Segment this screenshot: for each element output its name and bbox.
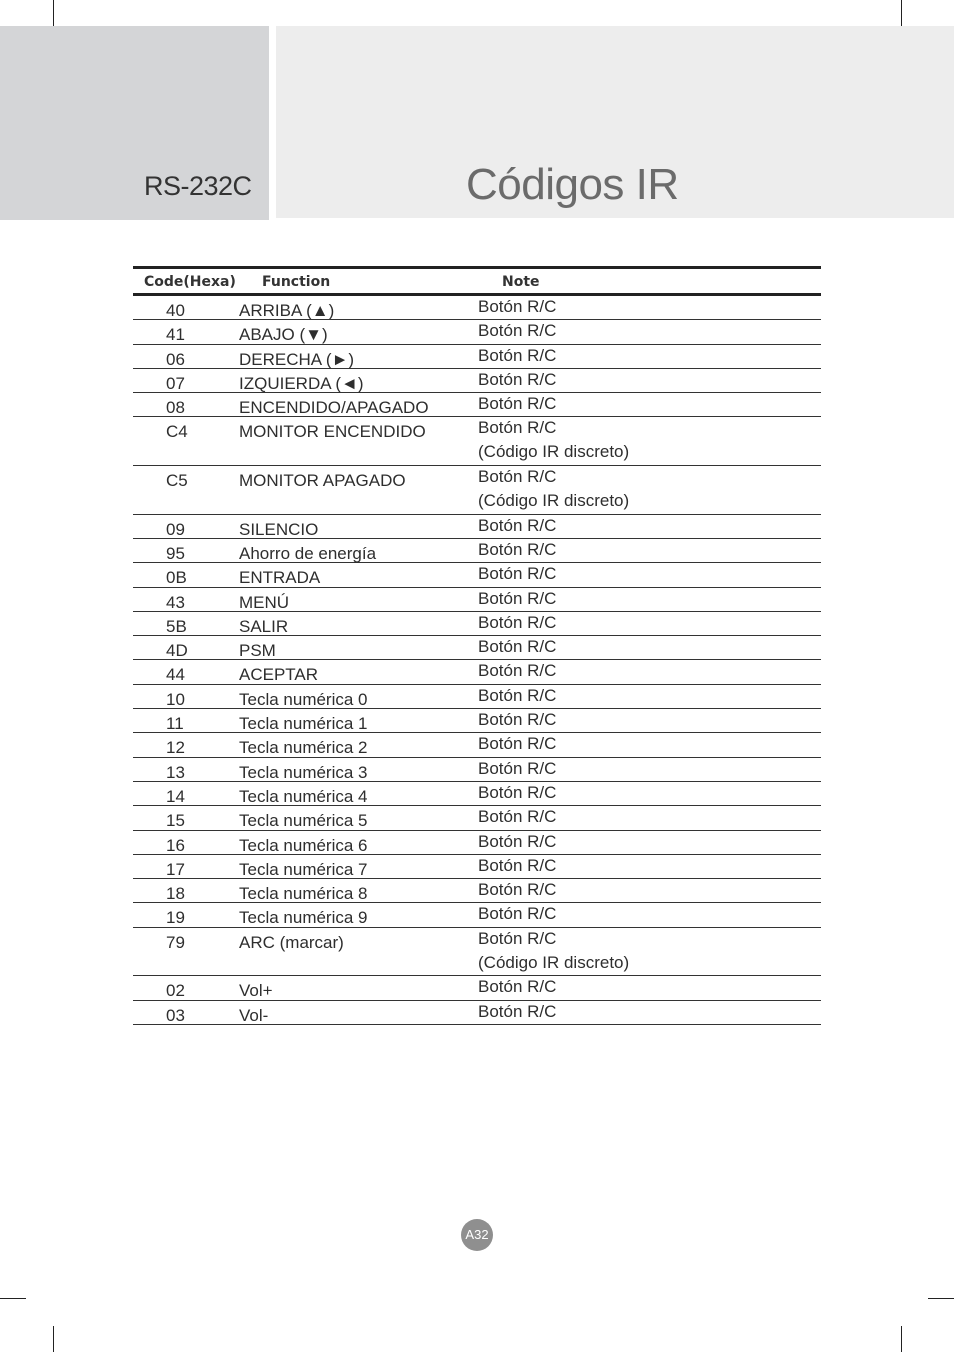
function-cell: DERECHA (►) [239,349,355,369]
code-cell: 06 [166,349,185,369]
note-cell: Botón R/C [478,539,557,559]
function-cell: IZQUIERDA (◄) [239,373,364,393]
note-cell: Botón R/C [478,977,557,997]
function-cell: Tecla numérica 4 [239,786,368,806]
table-row [133,733,821,757]
function-cell: Ahorro de energía [239,543,377,563]
code-cell: 0B [166,568,187,588]
table-row [133,855,821,879]
table-row [133,466,821,515]
note-cell: Botón R/C [478,831,557,851]
function-cell: SALIR [239,616,289,636]
function-cell: Vol- [239,1005,269,1025]
note-cell: Botón R/C [478,564,557,584]
note-cell: Botón R/C [478,904,557,924]
code-cell: C4 [166,422,188,442]
function-cell: Tecla numérica 2 [239,738,368,758]
note-cell: Botón R/C [478,758,557,778]
note-cell: Botón R/C [478,321,557,341]
table-header [133,269,821,296]
table-row [133,369,821,393]
note-cell: Botón R/C [478,418,557,438]
column-header-function: Function [262,274,331,290]
note-detail-cell: (Código IR discreto) [478,442,630,462]
table-row [133,417,821,466]
function-cell: Tecla numérica 9 [239,908,368,928]
note-cell: Botón R/C [478,710,557,730]
code-cell: 16 [166,835,185,855]
table-row [133,806,821,830]
function-cell: ABAJO (▼) [239,325,328,345]
note-cell: Botón R/C [478,369,557,389]
note-cell: Botón R/C [478,515,557,535]
function-cell: ENCENDIDO/APAGADO [239,398,429,418]
table-row [133,393,821,417]
table-row [133,588,821,612]
code-cell: 4D [166,641,188,661]
table-row [133,320,821,344]
note-detail-cell: (Código IR discreto) [478,952,630,972]
note-cell: Botón R/C [478,782,557,802]
note-cell: Botón R/C [478,394,557,414]
table-row [133,782,821,806]
crop-mark [0,1298,26,1299]
table-row [133,612,821,636]
code-cell: 03 [166,1005,185,1025]
code-cell: 12 [166,738,185,758]
code-cell: 07 [166,373,185,393]
table-row [133,636,821,660]
table-row [133,685,821,709]
code-cell: 17 [166,859,185,879]
code-cell: 40 [166,301,185,320]
table-row [133,831,821,855]
code-cell: 10 [166,689,185,709]
table-row [133,345,821,369]
note-cell: Botón R/C [478,467,557,487]
code-cell: 44 [166,665,185,685]
function-cell: MONITOR APAGADO [239,471,406,491]
note-cell: Botón R/C [478,345,557,365]
note-cell: Botón R/C [478,685,557,705]
code-cell: C5 [166,471,188,491]
function-cell: MONITOR ENCENDIDO [239,422,426,442]
ir-codes-table [133,266,821,1025]
table-row [133,928,821,977]
crop-mark [53,1326,54,1352]
code-cell: 08 [166,398,185,418]
note-cell: Botón R/C [478,297,557,316]
code-cell: 15 [166,811,185,831]
note-cell: Botón R/C [478,588,557,608]
column-header-note: Note [502,274,540,290]
column-header-code: Code(Hexa) [144,274,236,290]
table-row [133,515,821,539]
function-cell: Tecla numérica 6 [239,835,368,855]
note-cell: Botón R/C [478,880,557,900]
code-cell: 18 [166,884,185,904]
function-cell: ACEPTAR [239,665,319,685]
page-title: Códigos IR [466,160,679,209]
code-cell: 11 [166,714,184,734]
page-number-badge: A32 [461,1219,493,1251]
table-row [133,879,821,903]
code-cell: 19 [166,908,185,928]
note-cell: Botón R/C [478,807,557,827]
table-body [133,296,821,1025]
function-cell: PSM [239,641,276,661]
function-cell: ENTRADA [239,568,321,588]
function-cell: MENÚ [239,592,290,612]
note-cell: Botón R/C [478,637,557,657]
code-cell: 95 [166,543,185,563]
code-cell: 43 [166,592,185,612]
function-cell: ARC (marcar) [239,932,344,952]
crop-mark [53,0,54,26]
note-cell: Botón R/C [478,612,557,632]
code-cell: 09 [166,519,185,539]
function-cell: Tecla numérica 5 [239,811,368,831]
code-cell: 02 [166,981,185,1001]
note-detail-cell: (Código IR discreto) [478,491,630,511]
note-cell: Botón R/C [478,734,557,754]
table-row [133,539,821,563]
function-cell: SILENCIO [239,519,319,539]
function-cell: Vol+ [239,981,273,1001]
crop-mark [928,1298,954,1299]
table-row [133,976,821,1000]
table-row [133,1001,821,1025]
function-cell: Tecla numérica 3 [239,762,368,782]
table-row [133,660,821,684]
note-cell: Botón R/C [478,928,557,948]
table-row [133,563,821,587]
function-cell: Tecla numérica 8 [239,884,368,904]
table-row [133,709,821,733]
function-cell: ARRIBA (▲) [239,301,335,320]
crop-mark [901,0,902,26]
function-cell: Tecla numérica 1 [239,714,368,734]
crop-mark [901,1326,902,1352]
table-row [133,903,821,927]
code-cell: 5B [166,616,187,636]
code-cell: 41 [166,325,185,345]
code-cell: 79 [166,932,185,952]
function-cell: Tecla numérica 0 [239,689,368,709]
note-cell: Botón R/C [478,1001,557,1021]
code-cell: 14 [166,786,185,806]
section-label: RS-232C [144,171,252,201]
table-row [133,758,821,782]
table-row [133,296,821,320]
function-cell: Tecla numérica 7 [239,859,368,879]
code-cell: 13 [166,762,185,782]
note-cell: Botón R/C [478,855,557,875]
note-cell: Botón R/C [478,661,557,681]
